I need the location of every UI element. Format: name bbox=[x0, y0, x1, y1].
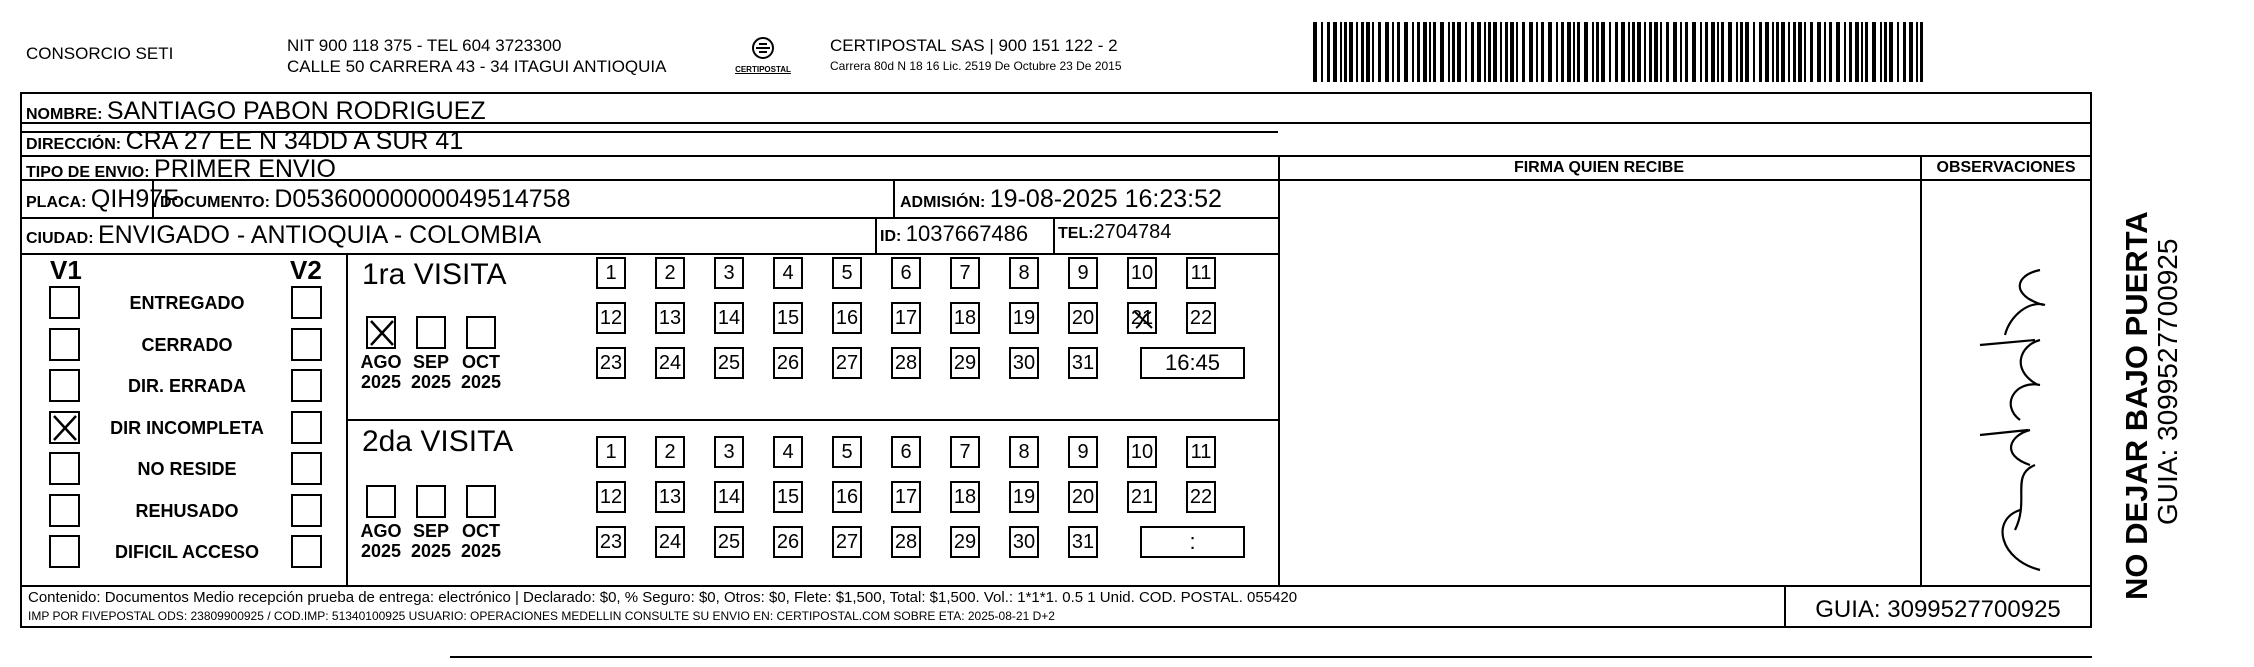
day-box: 22 bbox=[1186, 481, 1216, 513]
day-box: 9 bbox=[1068, 257, 1098, 289]
barcode-bar bbox=[1333, 22, 1337, 82]
day-box: 8 bbox=[1009, 436, 1039, 468]
day-box: 23 bbox=[596, 347, 626, 379]
barcode-bar bbox=[1596, 22, 1599, 82]
day-box: 11 bbox=[1186, 257, 1216, 289]
nombre-label: NOMBRE: bbox=[26, 106, 103, 123]
day-box: 8 bbox=[1009, 257, 1039, 289]
barcode-bar bbox=[1500, 22, 1502, 82]
month-checkbox[interactable] bbox=[366, 316, 396, 349]
barcode-bar bbox=[1788, 22, 1790, 82]
day-box: 4 bbox=[773, 257, 803, 289]
tel-value: 2704784 bbox=[1093, 221, 1172, 243]
barcode-bar bbox=[1561, 22, 1564, 82]
tipo-row bbox=[26, 155, 336, 184]
barcode-bar bbox=[1536, 22, 1538, 82]
day-box: 9 bbox=[1068, 436, 1098, 468]
day-box: 17 bbox=[891, 302, 921, 334]
day-box: 1 bbox=[596, 436, 626, 468]
barcode-bar bbox=[1666, 22, 1669, 82]
barcode-bar bbox=[1673, 22, 1677, 82]
visit2-title: 2da VISITA bbox=[362, 425, 514, 458]
barcode-bar bbox=[1660, 22, 1662, 82]
time-box: : bbox=[1140, 526, 1245, 558]
barcode-bar bbox=[1637, 22, 1641, 82]
barcode-bar bbox=[1397, 22, 1400, 82]
month-checkbox[interactable] bbox=[366, 485, 396, 518]
placa-field bbox=[26, 185, 178, 214]
tel-label: TEL: bbox=[1058, 225, 1094, 242]
admision-label: ADMISIÓN: bbox=[900, 194, 986, 211]
v1-checkbox[interactable] bbox=[49, 535, 80, 568]
status-label: CERRADO bbox=[141, 334, 233, 355]
day-box: 5 bbox=[832, 436, 862, 468]
barcode-bar bbox=[1740, 22, 1743, 82]
barcode-bar bbox=[1884, 22, 1887, 82]
side-guia: GUIA: 3099527700925 bbox=[2152, 238, 2183, 525]
certipostal-line: CERTIPOSTAL SAS | 900 151 122 - 2 bbox=[830, 36, 1118, 55]
documento-value: D05360000000049514758 bbox=[274, 185, 571, 213]
firma-label: FIRMA QUIEN RECIBE bbox=[1513, 159, 1685, 176]
barcode-bar bbox=[1356, 22, 1358, 82]
barcode-bar bbox=[1433, 22, 1436, 82]
barcode-bar bbox=[1776, 22, 1779, 82]
scribble-mark bbox=[1131, 306, 1155, 332]
tel-field bbox=[1058, 221, 1171, 244]
v2-checkbox[interactable] bbox=[291, 328, 322, 361]
barcode-bar bbox=[1649, 22, 1652, 82]
barcode-bar bbox=[1810, 22, 1813, 82]
barcode-bar bbox=[1541, 22, 1544, 82]
month-name: AGO bbox=[360, 352, 402, 372]
day-box: 3 bbox=[714, 257, 744, 289]
barcode-bar bbox=[1700, 22, 1702, 82]
barcode-bar bbox=[1452, 22, 1455, 82]
status-label: DIFICIL ACCESO bbox=[114, 542, 259, 562]
day-box: 21 bbox=[1127, 302, 1157, 334]
month-name: SEP bbox=[412, 352, 450, 372]
barcode-bar bbox=[1592, 22, 1594, 82]
month-year: 2025 bbox=[460, 372, 502, 392]
barcode-bar bbox=[1844, 22, 1846, 82]
barcode-bar bbox=[1855, 22, 1859, 82]
barcode-bar bbox=[1412, 22, 1414, 82]
certipostal-address: Carrera 80d N 18 16 Lic. 2519 De Octubre 23 De 2015 bbox=[830, 59, 1122, 73]
barcode-bar bbox=[1349, 22, 1353, 82]
barcode-bar bbox=[1829, 22, 1832, 82]
day-box: 29 bbox=[950, 347, 980, 379]
v2-checkbox[interactable] bbox=[291, 494, 322, 527]
month-checkbox[interactable] bbox=[416, 316, 446, 349]
month-year: 2025 bbox=[410, 541, 452, 561]
day-box: 12 bbox=[596, 481, 626, 513]
month-label bbox=[455, 352, 507, 392]
v1-checkbox[interactable] bbox=[49, 411, 80, 444]
day-box: 26 bbox=[773, 526, 803, 558]
barcode-bar bbox=[1903, 22, 1906, 82]
day-box: 12 bbox=[596, 302, 626, 334]
ciudad-field bbox=[26, 221, 541, 250]
v2-header: V2 bbox=[290, 255, 322, 285]
day-box: 16 bbox=[832, 302, 862, 334]
day-box: 23 bbox=[596, 526, 626, 558]
barcode-bar bbox=[1909, 22, 1913, 82]
day-box: 20 bbox=[1068, 302, 1098, 334]
day-box: 28 bbox=[891, 347, 921, 379]
barcode-bar bbox=[1493, 22, 1497, 82]
no-dejar-text: NO DEJAR BAJO PUERTA bbox=[2119, 211, 2154, 600]
barcode-bar bbox=[1759, 22, 1762, 82]
barcode-bar bbox=[1573, 22, 1575, 82]
v2-checkbox[interactable] bbox=[291, 286, 322, 319]
ciudad-value: ENVIGADO - ANTIOQUIA - COLOMBIA bbox=[98, 221, 542, 249]
barcode-bar bbox=[1465, 22, 1467, 82]
barcode-bar bbox=[1628, 22, 1630, 82]
barcode-bar bbox=[1861, 22, 1863, 82]
company-info bbox=[287, 35, 666, 77]
v1-checkbox[interactable] bbox=[49, 286, 80, 319]
day-box: 7 bbox=[950, 436, 980, 468]
day-box: 3 bbox=[714, 436, 744, 468]
month-year: 2025 bbox=[360, 541, 402, 561]
day-box: 2 bbox=[655, 436, 685, 468]
status-label: ENTREGADO bbox=[129, 293, 245, 313]
admision-field bbox=[900, 185, 1222, 214]
day-box: 30 bbox=[1009, 347, 1039, 379]
barcode-bar bbox=[1804, 22, 1806, 82]
address-line: CALLE 50 CARRERA 43 - 34 ITAGUI ANTIOQUIA bbox=[287, 57, 667, 76]
day-box: 19 bbox=[1009, 481, 1039, 513]
day-box: 17 bbox=[891, 481, 921, 513]
barcode-bar bbox=[1897, 22, 1899, 82]
footer-contenido: Contenido: Documentos Medio recepción prueba de entrega: electrónico | Declarado: $0, % Seguro: $0, Otros: $0, Flete: $1,500, Total: $1,500. Vol.: 1*1*1. 0.5 1 Unid. COD. POSTAL. 055420 bbox=[28, 589, 1298, 606]
day-box: 19 bbox=[1009, 302, 1039, 334]
barcode-bar bbox=[1372, 22, 1374, 82]
id-field bbox=[880, 221, 1028, 247]
v1-checkbox[interactable] bbox=[49, 452, 80, 485]
day-box: 18 bbox=[950, 481, 980, 513]
barcode-bar bbox=[1692, 22, 1696, 82]
barcode-bar bbox=[1916, 22, 1918, 82]
barcode-bar bbox=[1728, 22, 1732, 82]
certipostal-info bbox=[830, 35, 1122, 77]
direccion-row bbox=[26, 127, 463, 156]
barcode-bar bbox=[1584, 22, 1588, 82]
day-box: 24 bbox=[655, 347, 685, 379]
barcode-bar bbox=[1717, 22, 1719, 82]
barcode-bar bbox=[1745, 22, 1749, 82]
day-box: 29 bbox=[950, 526, 980, 558]
barcode-bar bbox=[1484, 22, 1486, 82]
day-box: 13 bbox=[655, 302, 685, 334]
barcode-bar bbox=[1644, 22, 1646, 82]
barcode-bar bbox=[1772, 22, 1774, 82]
month-name: OCT bbox=[462, 352, 500, 372]
barcode-bar bbox=[1865, 22, 1868, 82]
v2-checkbox[interactable] bbox=[291, 535, 322, 568]
day-box: 13 bbox=[655, 481, 685, 513]
placa-value: QIH97F bbox=[90, 185, 179, 213]
documento-label: DOCUMENTO: bbox=[160, 194, 270, 211]
status-label: DIR. ERRADA bbox=[127, 376, 246, 396]
barcode-bar bbox=[1385, 22, 1389, 82]
barcode-bar bbox=[1798, 22, 1802, 82]
barcode-bar bbox=[1440, 22, 1444, 82]
day-box: 4 bbox=[773, 436, 803, 468]
x-mark-icon bbox=[368, 318, 396, 348]
barcode-bar bbox=[1522, 22, 1525, 82]
day-box: 16 bbox=[832, 481, 862, 513]
footer-guia: GUIA: 3099527700925 bbox=[1815, 596, 2061, 623]
barcode-bar bbox=[1836, 22, 1840, 82]
day-box: 15 bbox=[773, 302, 803, 334]
observaciones-label: OBSERVACIONES bbox=[1936, 159, 2076, 176]
day-box: 1 bbox=[596, 257, 626, 289]
day-box: 31 bbox=[1068, 347, 1098, 379]
day-box: 15 bbox=[773, 481, 803, 513]
side-text bbox=[2120, 211, 2182, 600]
day-box: 11 bbox=[1186, 436, 1216, 468]
status-label: DIR INCOMPLETA bbox=[110, 417, 264, 438]
day-box: 25 bbox=[714, 526, 744, 558]
barcode-bar bbox=[1556, 22, 1558, 82]
barcode-bar bbox=[1609, 22, 1611, 82]
day-box: 22 bbox=[1186, 302, 1216, 334]
month-name: SEP bbox=[412, 521, 450, 541]
barcode-bar bbox=[1448, 22, 1450, 82]
tipo-value: PRIMER ENVIO bbox=[154, 155, 337, 183]
day-box: 20 bbox=[1068, 481, 1098, 513]
barcode-bar bbox=[1781, 22, 1785, 82]
documento-field bbox=[160, 185, 571, 214]
day-box: 27 bbox=[832, 347, 862, 379]
day-box: 6 bbox=[891, 257, 921, 289]
barcode-bar bbox=[1601, 22, 1605, 82]
barcode-bar bbox=[1404, 22, 1408, 82]
placa-label: PLACA: bbox=[26, 194, 87, 211]
barcode-bar bbox=[1417, 22, 1420, 82]
month-year: 2025 bbox=[460, 541, 502, 561]
logo-icon bbox=[748, 36, 778, 60]
month-name: AGO bbox=[360, 521, 402, 541]
day-box: 5 bbox=[832, 257, 862, 289]
barcode-bar bbox=[1516, 22, 1518, 82]
barcode-bar bbox=[1872, 22, 1876, 82]
id-label: ID: bbox=[880, 228, 902, 245]
v1-checkbox[interactable] bbox=[49, 494, 80, 527]
month-checkbox[interactable] bbox=[466, 485, 496, 518]
barcode-bar bbox=[1488, 22, 1491, 82]
x-mark-icon bbox=[51, 413, 79, 443]
barcode-bar bbox=[1765, 22, 1769, 82]
barcode-bar bbox=[1632, 22, 1635, 82]
barcode-bar bbox=[1457, 22, 1461, 82]
barcode-bar bbox=[1505, 22, 1508, 82]
barcode-bar bbox=[1615, 22, 1618, 82]
v2-checkbox[interactable] bbox=[291, 369, 322, 402]
barcode-bar bbox=[1313, 22, 1317, 82]
barcode-bar bbox=[1889, 22, 1893, 82]
barcode-bar bbox=[1817, 22, 1821, 82]
direccion-value: CRA 27 EE N 34DD A SUR 41 bbox=[125, 127, 464, 155]
ciudad-label: CIUDAD: bbox=[26, 230, 94, 247]
day-box: 28 bbox=[891, 526, 921, 558]
nombre-row bbox=[26, 97, 486, 126]
barcode-bar bbox=[1378, 22, 1381, 82]
barcode-bar bbox=[1920, 22, 1923, 82]
barcode-bar bbox=[1327, 22, 1330, 82]
barcode-bar bbox=[1429, 22, 1431, 82]
month-checkbox[interactable] bbox=[416, 485, 446, 518]
month-label bbox=[405, 521, 457, 561]
v1-checkbox[interactable] bbox=[49, 369, 80, 402]
logo-text: CERTIPOSTAL bbox=[735, 65, 791, 74]
barcode-bar bbox=[1340, 22, 1342, 82]
day-box: 24 bbox=[655, 526, 685, 558]
barcode-bar bbox=[1477, 22, 1481, 82]
day-box: 26 bbox=[773, 347, 803, 379]
month-label bbox=[405, 352, 457, 392]
barcode-bar bbox=[1711, 22, 1715, 82]
v1-header: V1 bbox=[50, 255, 82, 285]
day-box: 30 bbox=[1009, 526, 1039, 558]
company-name: CONSORCIO SETI bbox=[26, 44, 174, 63]
nombre-value: SANTIAGO PABON RODRIGUEZ bbox=[106, 97, 486, 125]
id-value: 1037667486 bbox=[905, 221, 1029, 246]
day-box: 14 bbox=[714, 481, 744, 513]
barcode-bar bbox=[1721, 22, 1724, 82]
barcode-bar bbox=[1510, 22, 1514, 82]
v2-checkbox[interactable] bbox=[291, 411, 322, 444]
barcode-bar bbox=[1321, 22, 1323, 82]
month-name: OCT bbox=[462, 521, 500, 541]
barcode-bar bbox=[1621, 22, 1625, 82]
day-box: 7 bbox=[950, 257, 980, 289]
barcode-bar bbox=[1849, 22, 1852, 82]
month-year: 2025 bbox=[410, 372, 452, 392]
barcode-bar bbox=[1392, 22, 1394, 82]
barcode-bar bbox=[1753, 22, 1755, 82]
barcode-bar bbox=[1577, 22, 1580, 82]
barcode-bar bbox=[1548, 22, 1552, 82]
month-label bbox=[455, 521, 507, 561]
day-box: 21 bbox=[1127, 481, 1157, 513]
day-box: 2 bbox=[655, 257, 685, 289]
v2-checkbox[interactable] bbox=[291, 452, 322, 485]
barcode-bar bbox=[1654, 22, 1658, 82]
tipo-label: TIPO DE ENVIO: bbox=[26, 164, 150, 181]
barcode-bar bbox=[1680, 22, 1682, 82]
footer-imp: IMP POR FIVEPOSTAL ODS: 23809900925 / COD.IMP: 51340100925 USUARIO: OPERACIONES MEDELLIN CONSULTE SU ENVIO EN: CERTIPOSTAL.COM SOBRE ETA: 2025-08-21 D+2 bbox=[28, 609, 1055, 623]
status-label: REHUSADO bbox=[135, 500, 239, 521]
barcode-bar bbox=[1736, 22, 1738, 82]
time-box: 16:45 bbox=[1140, 347, 1245, 379]
barcode-bar bbox=[1824, 22, 1826, 82]
day-box: 27 bbox=[832, 526, 862, 558]
barcode-bar bbox=[1529, 22, 1533, 82]
barcode-bar bbox=[1361, 22, 1364, 82]
day-box: 25 bbox=[714, 347, 744, 379]
barcode-bar bbox=[1423, 22, 1427, 82]
v1-checkbox[interactable] bbox=[49, 328, 80, 361]
day-box: 18 bbox=[950, 302, 980, 334]
barcode-bar bbox=[1793, 22, 1796, 82]
barcode-bar bbox=[1567, 22, 1571, 82]
barcode-bar bbox=[1366, 22, 1370, 82]
day-box: 10 bbox=[1127, 436, 1157, 468]
month-label bbox=[355, 521, 407, 561]
direccion-label: DIRECCIÓN: bbox=[26, 136, 122, 153]
day-box: 10 bbox=[1127, 257, 1157, 289]
barcode-bar bbox=[1471, 22, 1474, 82]
signature bbox=[1920, 260, 2090, 580]
admision-value: 19-08-2025 16:23:52 bbox=[989, 185, 1222, 213]
month-label bbox=[355, 352, 407, 392]
status-label: NO RESIDE bbox=[137, 459, 237, 479]
month-checkbox[interactable] bbox=[466, 316, 496, 349]
barcode-bar bbox=[1685, 22, 1688, 82]
barcode-bar bbox=[1705, 22, 1708, 82]
day-box: 6 bbox=[891, 436, 921, 468]
month-year: 2025 bbox=[360, 372, 402, 392]
barcode-bar bbox=[1344, 22, 1347, 82]
nit-line: NIT 900 118 375 - TEL 604 3723300 bbox=[287, 36, 562, 55]
day-box: 14 bbox=[714, 302, 744, 334]
barcode bbox=[1313, 22, 1925, 82]
barcode-bar bbox=[1880, 22, 1882, 82]
visit1-title: 1ra VISITA bbox=[362, 258, 507, 291]
day-box: 31 bbox=[1068, 526, 1098, 558]
certipostal-logo bbox=[732, 36, 794, 74]
